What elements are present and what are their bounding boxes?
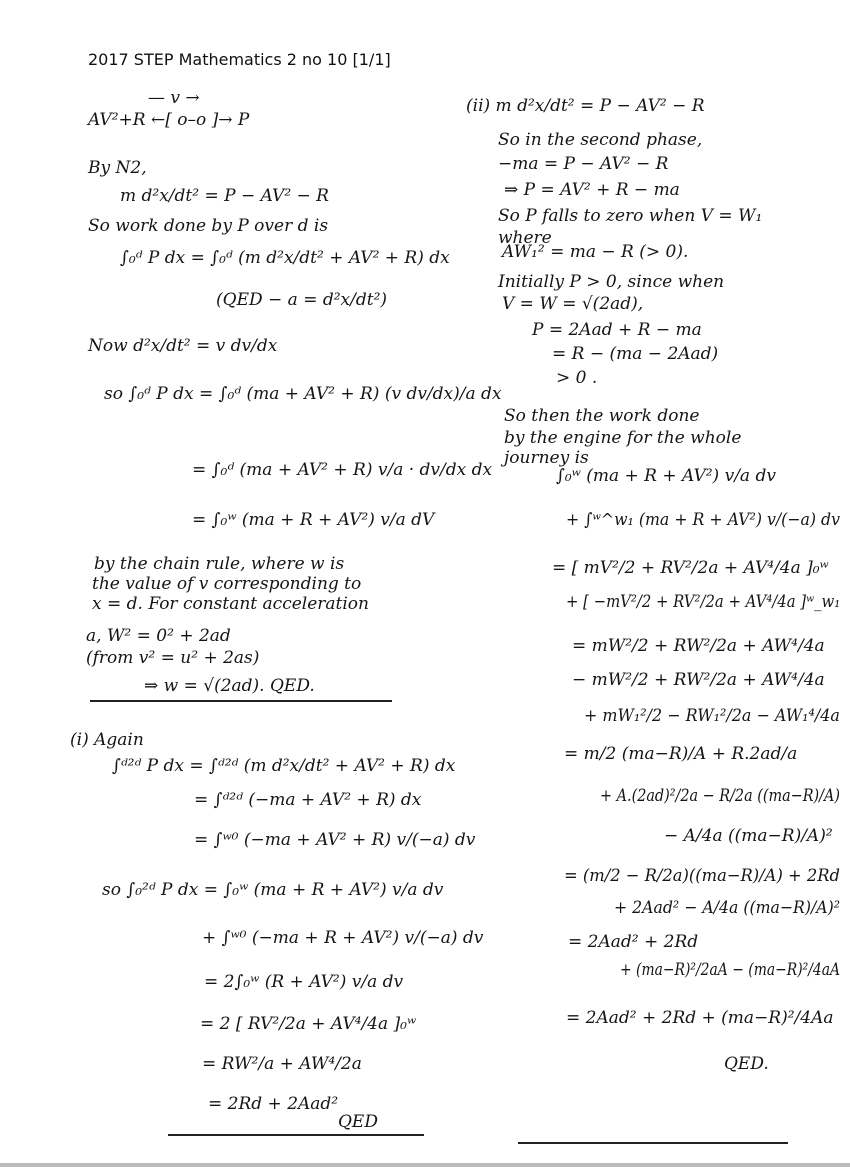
right-line: + A.(2ad)²/2a − R/2a ((ma−R)/A) (600, 786, 840, 806)
left-line: QED (338, 1112, 378, 1132)
right-line: = (m/2 − R/2a)((ma−R)/A) + 2Rd (564, 866, 840, 886)
left-line: AV²+R ←[ o–o ]→ P (88, 110, 250, 130)
right-line: AW₁² = ma − R (> 0). (502, 242, 689, 262)
left-line: = RW²/a + AW⁴/2a (202, 1054, 362, 1074)
right-line: Initially P > 0, since when (498, 272, 725, 292)
left-line: = ∫₀ʷ (ma + R + AV²) v/a dV (192, 510, 435, 530)
right-line: − mW²/2 + RW²/2a + AW⁴/4a (572, 670, 825, 690)
right-line: where (498, 228, 552, 248)
right-line: = 2Aad² + 2Rd + (ma−R)²/4Aa (566, 1008, 834, 1028)
divider-line (168, 1134, 424, 1136)
left-line: so ∫₀ᵈ P dx = ∫₀ᵈ (ma + AV² + R) (v dv/dx)/a dx (104, 384, 502, 404)
right-line: = m/2 (ma−R)/A + R.2ad/a (564, 744, 798, 764)
left-line: (from v² = u² + 2as) (86, 648, 260, 668)
left-line: = 2 [ RV²/2a + AV⁴/4a ]₀ʷ (200, 1014, 417, 1034)
left-line: — v → (148, 88, 200, 108)
left-line: ∫ᵈ²ᵈ P dx = ∫ᵈ²ᵈ (m d²x/dt² + AV² + R) dx (112, 756, 456, 776)
left-line: so ∫₀²ᵈ P dx = ∫₀ʷ (ma + R + AV²) v/a dv (102, 880, 444, 900)
right-line: + [ −mV²/2 + RV²/2a + AV⁴/4a ]ʷ_w₁ (566, 592, 841, 612)
divider-line (90, 700, 392, 702)
left-line: + ∫ʷ⁰ (−ma + R + AV²) v/(−a) dv (202, 928, 484, 948)
left-line: a, W² = 0² + 2ad (86, 626, 231, 646)
right-line: = 2Aad² + 2Rd (568, 932, 699, 952)
left-line: ∫₀ᵈ P dx = ∫₀ᵈ (m d²x/dt² + AV² + R) dx (120, 248, 450, 268)
right-line: + (ma−R)²/2aA − (ma−R)²/4aA (620, 960, 841, 980)
left-line: ⇒ w = √(2ad). QED. (144, 676, 315, 696)
scan-edge (0, 1163, 850, 1167)
right-line: = [ mV²/2 + RV²/2a + AV⁴/4a ]₀ʷ (552, 558, 829, 578)
right-line: So in the second phase, (498, 130, 703, 150)
left-line: = 2∫₀ʷ (R + AV²) v/a dv (204, 972, 404, 992)
right-line: ⇒ P = AV² + R − ma (504, 180, 680, 200)
left-line: By N2, (88, 158, 147, 178)
left-line: by the chain rule, where w is (94, 554, 345, 574)
left-line: (i) Again (70, 730, 144, 750)
right-line: V = W = √(2ad), (502, 294, 644, 314)
left-line: So work done by P over d is (88, 216, 329, 236)
left-line: (QED − a = d²x/dt²) (216, 290, 388, 310)
left-line: = ∫ʷ⁰ (−ma + AV² + R) v/(−a) dv (194, 830, 476, 850)
left-line: = ∫₀ᵈ (ma + AV² + R) v/a · dv/dx dx (192, 460, 493, 480)
right-line: = R − (ma − 2Aad) (552, 344, 719, 364)
right-line: (ii) m d²x/dt² = P − AV² − R (466, 96, 705, 116)
right-line: So then the work done (504, 406, 700, 426)
left-line: the value of v corresponding to (92, 574, 362, 594)
right-line: P = 2Aad + R − ma (532, 320, 702, 340)
right-line: + ∫ʷ^w₁ (ma + R + AV²) v/(−a) dv (566, 510, 841, 530)
right-line: −ma = P − AV² − R (498, 154, 669, 174)
right-line: − A/4a ((ma−R)/A)² (664, 826, 833, 846)
page-title: 2017 STEP Mathematics 2 no 10 [1/1] (88, 50, 391, 69)
divider-line (518, 1142, 788, 1144)
right-line: by the engine for the whole (504, 428, 742, 448)
left-line: m d²x/dt² = P − AV² − R (120, 186, 329, 206)
right-line: + mW₁²/2 − RW₁²/2a − AW₁⁴/4a (584, 706, 840, 726)
right-line: ∫₀ʷ (ma + R + AV²) v/a dv (556, 466, 776, 486)
right-line: journey is (504, 448, 589, 468)
left-line: x = d. For constant acceleration (92, 594, 369, 614)
left-line: Now d²x/dt² = v dv/dx (88, 336, 278, 356)
left-line: = 2Rd + 2Aad² (208, 1094, 339, 1114)
right-line: > 0 . (556, 368, 598, 388)
right-line: + 2Aad² − A/4a ((ma−R)/A)² (614, 898, 841, 918)
right-line: QED. (724, 1054, 769, 1074)
left-line: = ∫ᵈ²ᵈ (−ma + AV² + R) dx (194, 790, 422, 810)
right-line: = mW²/2 + RW²/2a + AW⁴/4a (572, 636, 825, 656)
right-line: So P falls to zero when V = W₁ (498, 206, 763, 226)
